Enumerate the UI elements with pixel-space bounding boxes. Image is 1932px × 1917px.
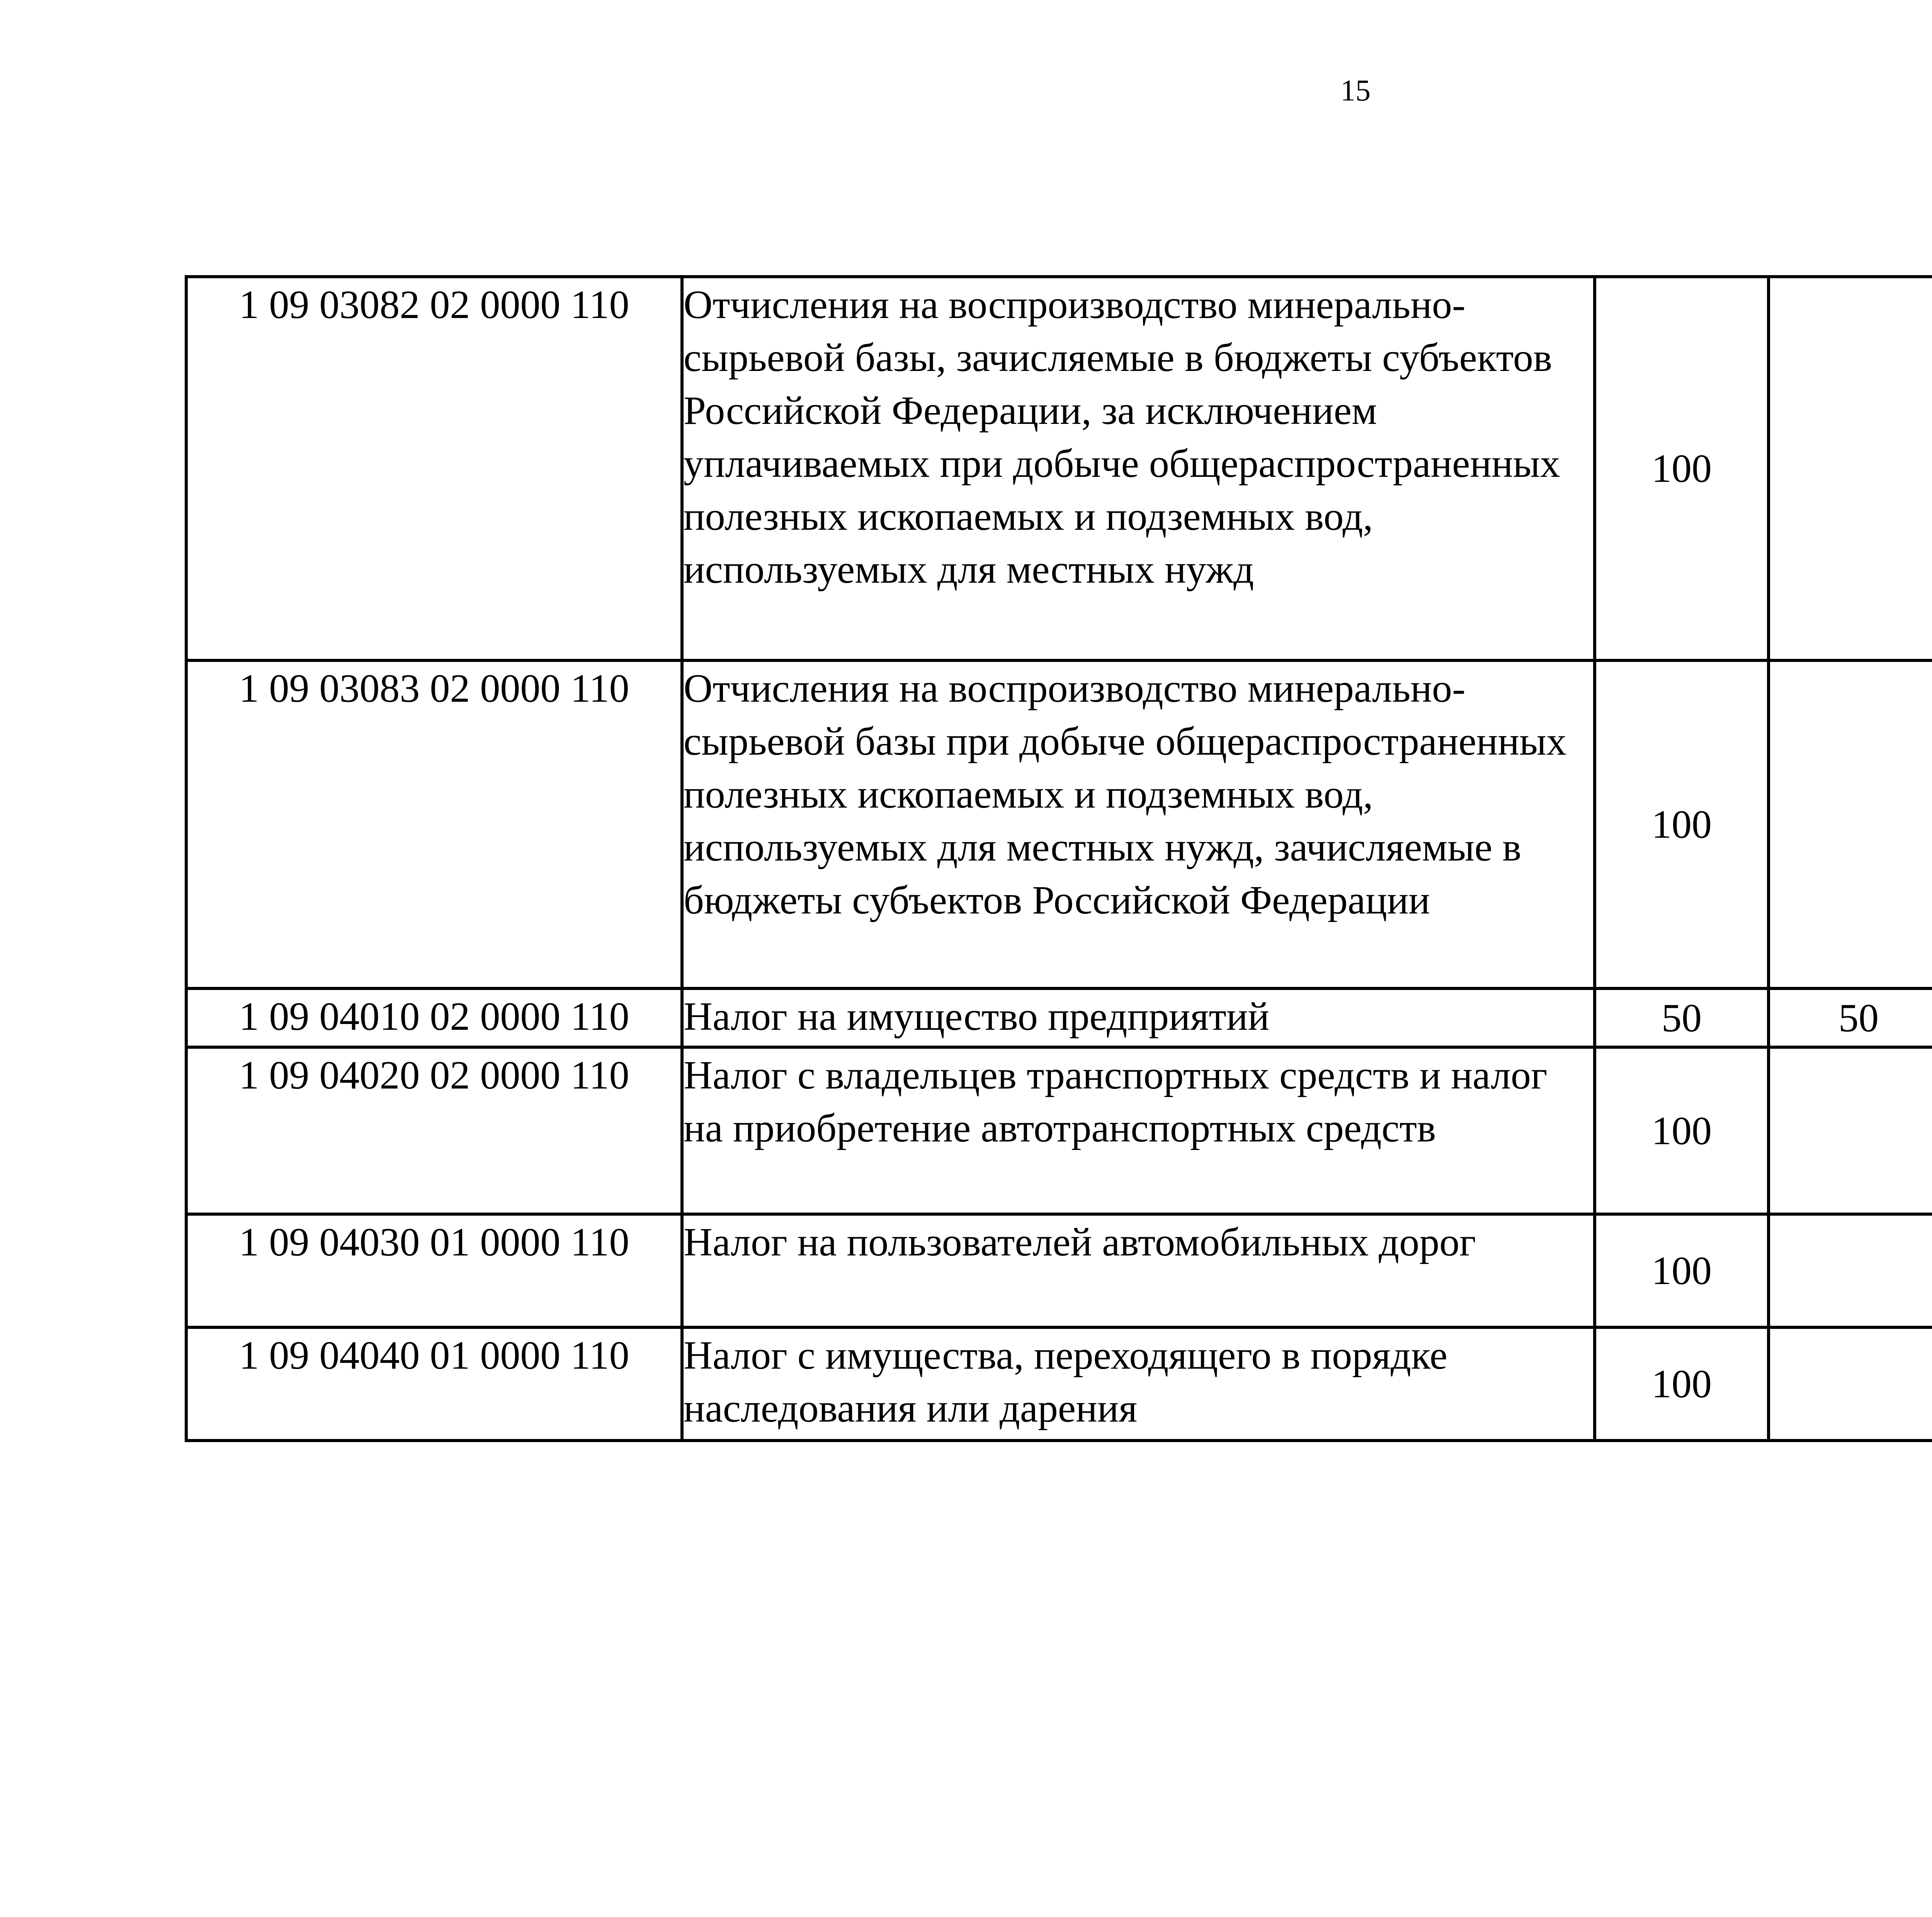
row-code: 1 09 04030 01 0000 110 (186, 1214, 682, 1327)
row-value-1: 100 (1595, 1047, 1769, 1214)
row-value-2 (1769, 1327, 1932, 1441)
table-row (186, 1214, 1932, 1327)
row-description: Отчисления на воспроизводство минерально-сырьевой базы при добыче общераспространенных полезных ископаемых и подземных вод, используемых для местных нужд, зачисляемые в бюджеты субъектов Российской Федерации (682, 660, 1595, 988)
row-value-2 (1769, 1214, 1932, 1327)
table-row (186, 1327, 1932, 1441)
row-description: Отчисления на воспроизводство минерально-сырьевой базы, зачисляемые в бюджеты субъектов Российской Федерации, за исключением уплачиваемых при добыче общераспространенных полезных ископаемых и подземных вод, используемых для местных нужд (682, 277, 1595, 660)
table-row (186, 988, 1932, 1047)
row-description: Налог на имущество предприятий (682, 988, 1595, 1047)
budget-table (185, 275, 1932, 1442)
table-row (186, 277, 1932, 660)
row-value-1: 100 (1595, 660, 1769, 988)
row-code: 1 09 04040 01 0000 110 (186, 1327, 682, 1441)
row-value-1: 100 (1595, 1327, 1769, 1441)
page-number: 15 (1340, 73, 1371, 107)
row-value-1: 50 (1595, 988, 1769, 1047)
row-code: 1 09 04010 02 0000 110 (186, 988, 682, 1047)
row-description: Налог с имущества, переходящего в порядке наследования или дарения (682, 1327, 1595, 1441)
row-value-1: 100 (1595, 1214, 1769, 1327)
row-value-1: 100 (1595, 277, 1769, 660)
row-value-2 (1769, 1047, 1932, 1214)
row-code: 1 09 04020 02 0000 110 (186, 1047, 682, 1214)
row-code: 1 09 03082 02 0000 110 (186, 277, 682, 660)
row-description: Налог на пользователей автомобильных дорог (682, 1214, 1595, 1327)
table-row (186, 1047, 1932, 1214)
row-code: 1 09 03083 02 0000 110 (186, 660, 682, 988)
row-value-2 (1769, 277, 1932, 660)
row-value-2: 50 (1769, 988, 1932, 1047)
row-value-2 (1769, 660, 1932, 988)
row-description: Налог с владельцев транспортных средств и налог на приобретение автотранспортных средств (682, 1047, 1595, 1214)
table-row (186, 660, 1932, 988)
